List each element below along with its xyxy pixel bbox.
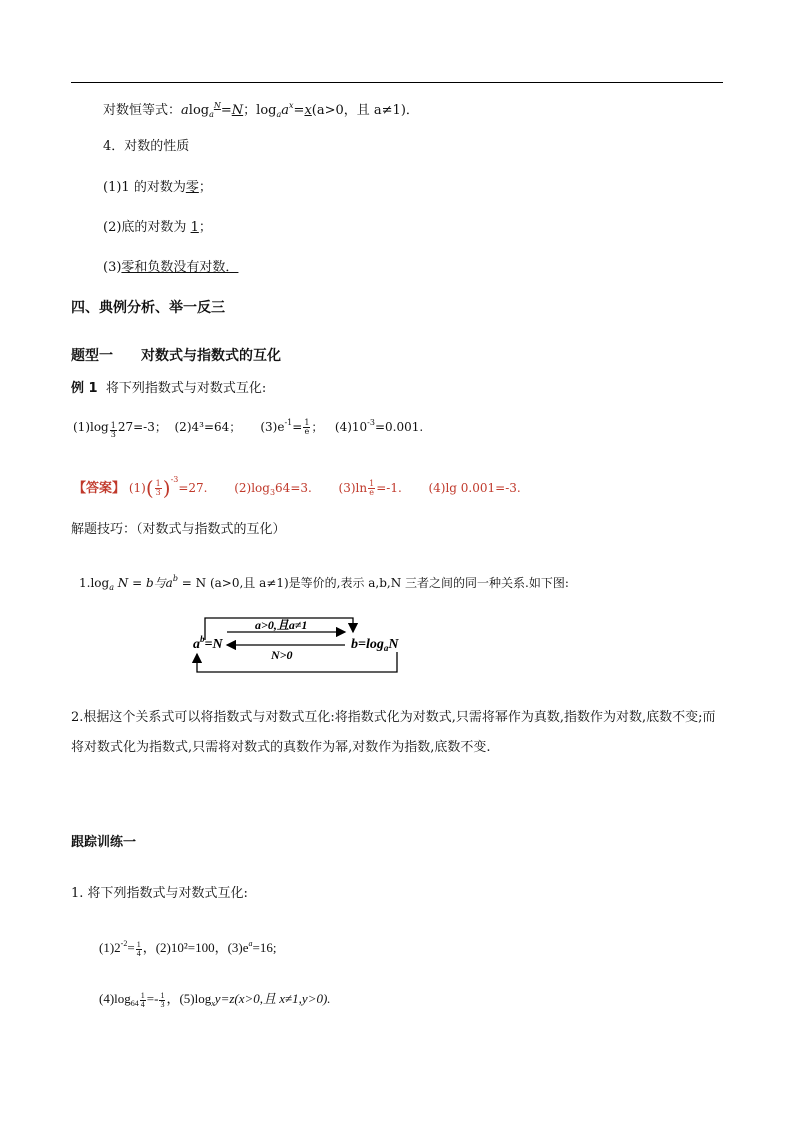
- svg-text:ab=N: [193, 634, 223, 652]
- section-title: 四、典例分析、举一反三: [71, 300, 225, 316]
- example1-prompt: 例 1 将下列指数式与对数式互化:: [71, 381, 267, 396]
- diagram-left-exp: b: [200, 634, 205, 644]
- svg-text:b=logaN: [351, 637, 399, 653]
- property-2: (2)底的对数为 1；: [103, 220, 212, 235]
- conversion-diagram: [185, 612, 415, 682]
- diagram-right-base: a: [383, 643, 389, 653]
- practice-q-intro: 1. 将下列指数式与对数式互化:: [71, 886, 248, 901]
- property-1: (1)1 的对数为零；: [103, 180, 212, 195]
- property-3: (3)零和负数没有对数．: [103, 260, 239, 275]
- tips-label: 解题技巧：（对数式与指数式的互化）: [71, 522, 286, 537]
- log-identity-line: 对数恒等式：alog$_a^N$=N；$\log_aa^x=x(a>0$，且 a≠1)．: [103, 101, 419, 119]
- diagram-left-eq: =N: [204, 637, 223, 652]
- practice-row-2: $(4)\log_{64}$ $\frac{1}{4}$ =- $\frac{1}{3}$ ，$(5)\log_xy=z(x>0$,且 x≠1,y>0).: [99, 990, 331, 1009]
- diagram-cond-bottom: N>0: [271, 648, 293, 662]
- diagram-right-N: N: [388, 637, 399, 652]
- tips-point-1: $1.\log_a$ N = b与$a^b = N$ (a>0,且 a≠1)是等价的,表示 a,b,N 三者之间的同一种关系.如下图:: [79, 574, 569, 592]
- practice-heading: 跟踪训练一: [71, 835, 137, 850]
- bottom-bracket-line: [197, 652, 397, 672]
- answer-line: 【答案】 (1)( $\frac{1}{3}$ )$^{-3}$=27. $(2)\log_364=3$. (3)ln $\frac{1}{e}$ =-1. (4)lg 0.001=-3.: [73, 475, 521, 500]
- tips-point-2: 2.根据这个关系式可以将指数式与对数式互化:将指数式化为对数式,只需将幂作为真数,指数作为对数,底数不变;而将对数式化为指数式,只需将对数式的真数作为幂,对数作为指数,底数不变.: [71, 710, 716, 755]
- practice-row-1: $(1)2^{-2}=$ $\frac{1}{4}$ ，(2)10²=100，$(3)e^a=16$;: [99, 939, 277, 958]
- diagram-right-log: b=log: [351, 637, 384, 652]
- properties-heading: 4．对数的性质: [103, 139, 190, 154]
- header-rule: [71, 82, 723, 83]
- diagram-left-a: a: [193, 637, 200, 652]
- type1-heading: 题型一 对数式与指数式的互化: [71, 348, 281, 364]
- diagram-cond-top: a>0,且a≠1: [255, 618, 308, 632]
- example1-questions: (1)log $\frac{1}{3}$ 27=-3； (2)4³=64； $(3)e^{-1}=$ $\frac{1}{e}$ ； $(4)10^{-3}=0.001$.: [73, 418, 424, 439]
